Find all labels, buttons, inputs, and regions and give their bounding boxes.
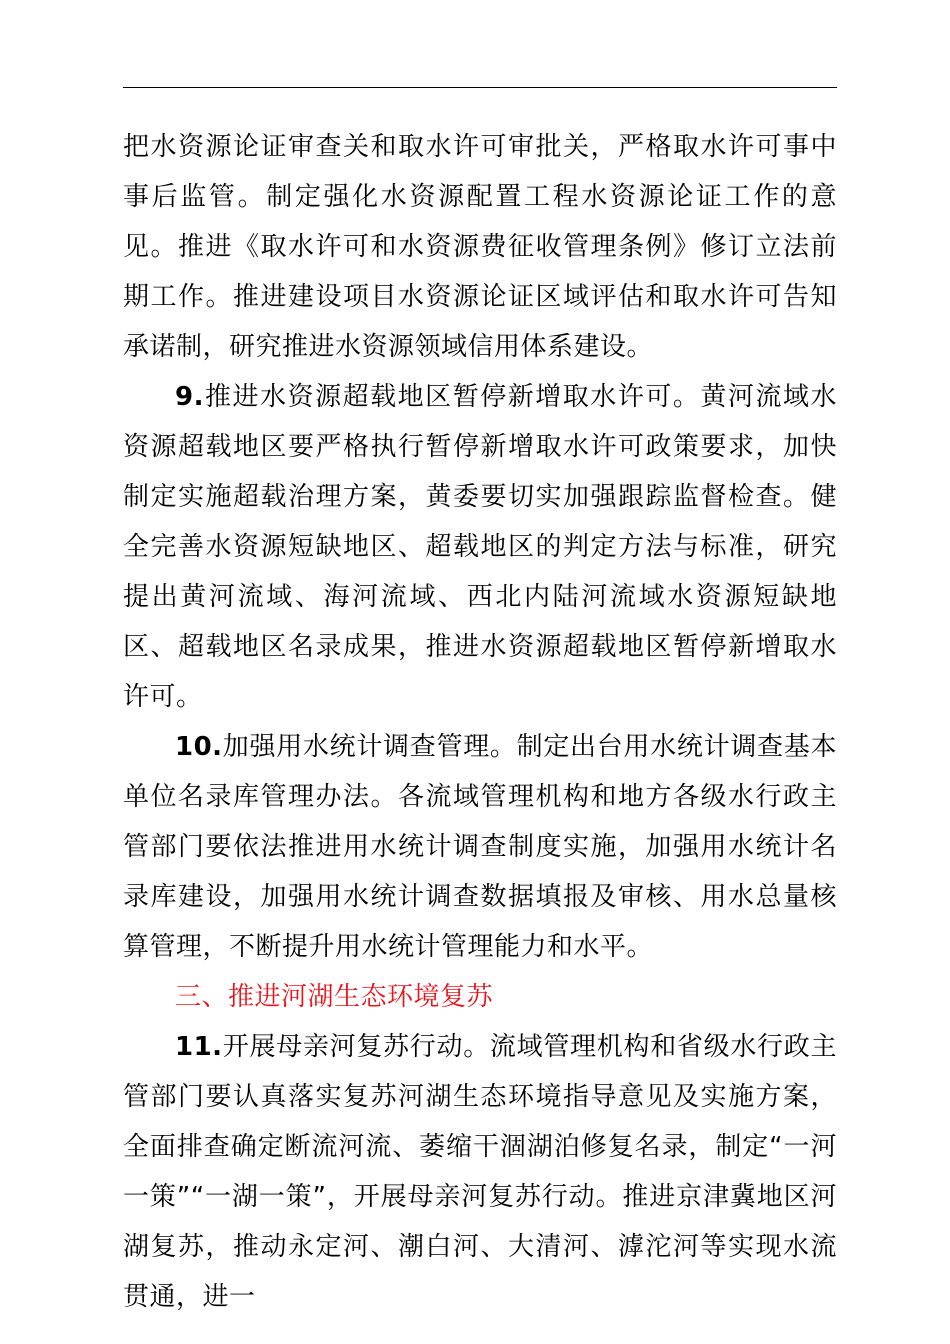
paragraph-text: 加强用水统计调查管理。制定出台用水统计调查基本单位名录库管理办法。各流域管理机构和地方各级水行政主管部门要依法推进用水统计调查制度实施，加强用水统计名录库建设，加强用水统计调查数据填报及审核、用水总量核算管理，不断提升用水统计管理能力和水平。 <box>123 732 837 962</box>
paragraph-item-10 <box>123 722 837 972</box>
paragraph-text: 把水资源论证审查关和取水许可审批关，严格取水许可事中事后监管。制定强化水资源配置工程水资源论证工作的意见。推进《取水许可和水资源费征收管理条例》修订立法前期工作。推进建设项目水资源论证区域评估和取水许可告知承诺制，研究推进水资源领域信用体系建设。 <box>123 132 837 362</box>
section-heading <box>123 972 837 1022</box>
section-heading-text: 三、推进河湖生态环境复苏 <box>175 982 494 1012</box>
item-number: 9. <box>175 382 204 412</box>
paragraph-item-9 <box>123 372 837 722</box>
paragraph-item-11 <box>123 1022 837 1322</box>
document-body <box>123 122 837 1322</box>
paragraph-text: 开展母亲河复苏行动。流域管理机构和省级水行政主管部门要认真落实复苏河湖生态环境指导意见及实施方案，全面排查确定断流河流、萎缩干涸湖泊修复名录，制定“一河一策”“一湖一策”，开展母亲河复苏行动。推进京津冀地区河湖复苏，推动永定河、潮白河、大清河、滹沱河等实现水流贯通，进一 <box>123 1032 837 1312</box>
header-rule <box>123 87 837 88</box>
paragraph-continued <box>123 122 837 372</box>
paragraph-text: 推进水资源超载地区暂停新增取水许可。黄河流域水资源超载地区要严格执行暂停新增取水许可政策要求，加快制定实施超载治理方案，黄委要切实加强跟踪监督检查。健全完善水资源短缺地区、超载地区的判定方法与标准，研究提出黄河流域、海河流域、西北内陆河流域水资源短缺地区、超载地区名录成果，推进水资源超载地区暂停新增取水许可。 <box>123 382 837 712</box>
item-number: 11. <box>175 1032 223 1062</box>
item-number: 10. <box>175 732 223 762</box>
